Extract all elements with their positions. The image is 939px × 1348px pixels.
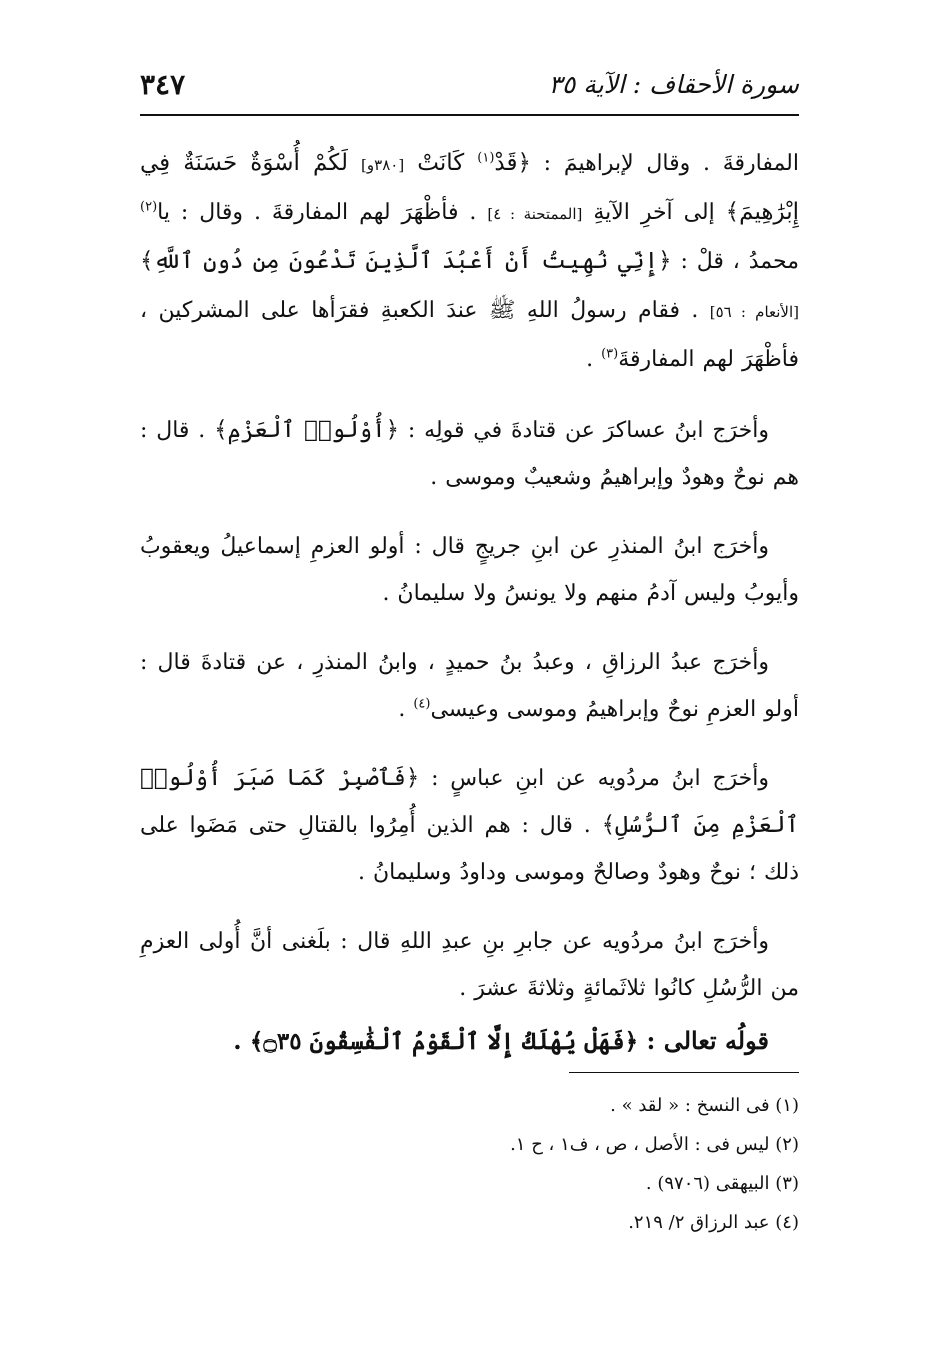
paragraph-3 [140, 523, 799, 617]
running-title: سورة الأحقاف : الآية ٣٥ [548, 69, 799, 99]
verse-heading [140, 1018, 799, 1065]
paragraph-1 [140, 140, 799, 383]
citation-ref: [الأنعام : ٥٦] [709, 303, 799, 321]
text-run: . فقام رسولُ اللهِ ﷺ عندَ الكعبةِ فقرَأها على المشركين ، فأظْهَرَ لهم المفارقةَ [140, 298, 799, 372]
footnote-1: (١) فى النسخ : « لقد » . [610, 1095, 799, 1116]
paragraph-2 [140, 407, 799, 501]
paragraph-5 [140, 755, 799, 896]
text-run: . [586, 347, 602, 372]
verse-heading-text: ﴿فَهَلْ يُهْلَكُ إِلَّا ٱلْقَوْمُ ٱلْفَٰسِقُونَ ۝٣٥﴾ [249, 1028, 639, 1055]
quran-quote: ﴿فَٱصْبِرْ كَمَا صَبَرَ أُوْلُوا۟ ٱلْعَزْمِ مِنَ ٱلرُّسُلِ﴾ [140, 765, 800, 838]
text-run: . فأظْهَرَ لهم المفارقةَ . وقال : يا [157, 200, 488, 225]
footnotes [140, 1086, 799, 1242]
quran-quote: ﴿أُوْلُوا۟ ٱلْعَزْمِ﴾ [214, 417, 400, 443]
footnote-marker: (٢) [140, 199, 158, 215]
page-number: ٣٤٧ [140, 67, 186, 101]
paragraph-4 [140, 639, 799, 733]
text-run: وأخرَج ابنُ المنذرِ عن ابنِ جريجٍ قال : أولو العزمِ إسماعيلُ ويعقوبُ وأيوبُ وليس آدمُ منهم ولا يونسُ ولا سليمانُ . [140, 534, 799, 606]
footnote-marker: (٣) [601, 346, 619, 362]
page-header [140, 62, 799, 106]
text-run: وأخرَج ابنُ مردُويه عن ابنِ عباسٍ : [419, 766, 769, 791]
main-text [140, 140, 799, 1065]
text-run: . قال : هم نوحٌ وهودٌ وإبراهيمُ وشعيبٌ وموسى . [140, 418, 799, 490]
text-run: إلى آخرِ الآيةِ [582, 200, 726, 225]
text-run: المفارقةَ . وقال لإبراهيمَ : [530, 151, 799, 176]
paragraph-6 [140, 918, 799, 1012]
footnote-2: (٢) ليس فى : الأصل ، ص ، ف١ ، ح ١. [510, 1134, 799, 1155]
footnote-marker: (٤) [413, 696, 431, 712]
quran-quote: كَانَتْ [404, 150, 478, 176]
text-run: وأخرَج ابنُ عساكرَ عن قتادةَ في قولِه : [399, 418, 769, 443]
footnote-marker: (١) [477, 150, 495, 166]
citation-ref: [٣٨٠و] [361, 156, 405, 174]
footnote-divider [569, 1072, 799, 1073]
quran-quote: لَكُمْ أُسْوَةٌ حَسَنَةٌ فِي إِبْرَٰهِيمَ﴾ [140, 150, 799, 225]
quran-quote: ﴿إِنِّي نُهِيتُ أَنْ أَعْبُدَ ٱلَّذِينَ تَدْعُونَ مِن دُونِ ٱللَّهِ﴾ [140, 248, 672, 274]
footnote-3: (٣) البيهقى (٩٧٠٦) . [645, 1173, 799, 1194]
verse-heading-tail: . [233, 1026, 250, 1055]
text-run: . قال : هم الذين أُمِرُوا بالقتالِ حتى مَضَوا على ذلك ؛ نوحٌ وهودٌ وصالحٌ وموسى وداودُ وسليمانُ . [140, 813, 799, 885]
text-run: وأخرَج ابنُ مردُويه عن جابرِ بنِ عبدِ اللهِ قال : بلَغنى أنَّ أُولى العزمِ من الرُّسُلِ كانُوا ثلاثَمائةٍ وثلاثةَ عشرَ . [140, 929, 799, 1001]
text-run: وأخرَج عبدُ الرزاقِ ، وعبدُ بنُ حميدٍ ، وابنُ المنذرِ ، عن قتادةَ قال : أولو العزمِ نوحٌ وإبراهيمُ وموسى وعيسى [140, 650, 799, 722]
verse-heading-label: قولُه تعالى : [638, 1026, 769, 1055]
citation-ref: [الممتحنة : ٤] [487, 205, 583, 223]
text-run: محمدُ ، قلْ : [671, 249, 799, 274]
footnote-4: (٤) عبد الرزاق ٢/ ٢١٩. [628, 1212, 799, 1233]
quran-quote: ﴿قَدْ [494, 150, 531, 176]
header-divider [140, 114, 799, 116]
text-run: . [398, 697, 414, 722]
